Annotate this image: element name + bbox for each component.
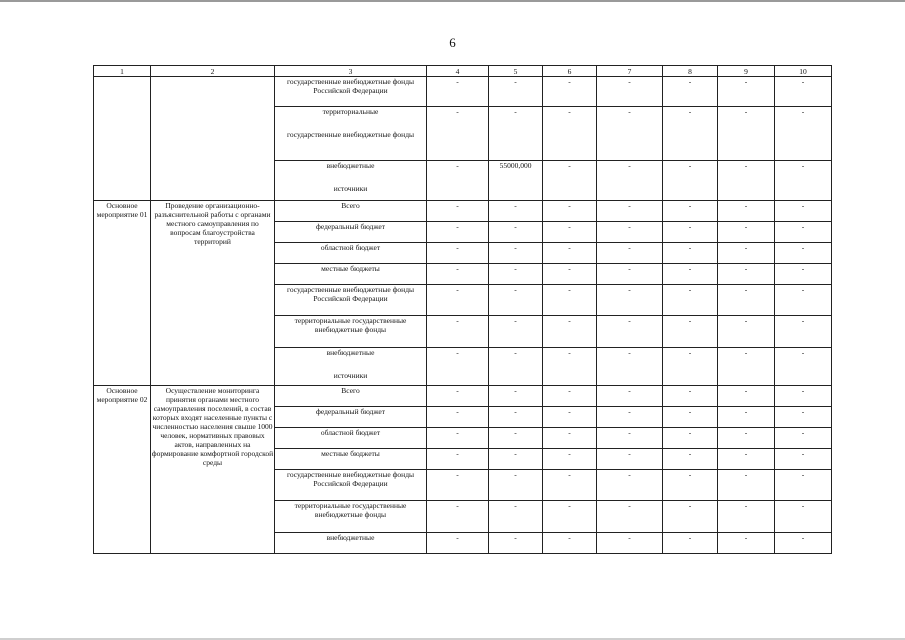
value-cell: - — [427, 243, 489, 264]
funding-source-label: Всего — [341, 386, 360, 395]
value-cell: - — [663, 470, 718, 501]
value-cell: - — [597, 201, 663, 222]
value-cell: - — [489, 243, 543, 264]
value-cell: - — [489, 470, 543, 501]
value-cell: - — [597, 348, 663, 386]
value-cell: - — [489, 533, 543, 554]
value-cell: - — [775, 285, 832, 316]
value-cell: - — [597, 285, 663, 316]
funding-source-cell — [275, 348, 427, 386]
value-cell: - — [718, 243, 775, 264]
value-cell: - — [489, 77, 543, 107]
value-cell: - — [489, 107, 543, 161]
value-cell: - — [427, 449, 489, 470]
scan-edge-top — [0, 0, 905, 2]
value-cell: - — [427, 161, 489, 201]
value-cell: - — [663, 222, 718, 243]
value-cell: - — [543, 407, 597, 428]
funding-source-label: федеральный бюджет — [315, 407, 386, 416]
value-cell: - — [775, 243, 832, 264]
funding-source-label: местные бюджеты — [321, 264, 380, 273]
funding-source-cell — [275, 243, 427, 264]
value-cell: - — [663, 386, 718, 407]
value-cell: - — [543, 386, 597, 407]
value-cell: - — [489, 386, 543, 407]
value-cell: - — [597, 386, 663, 407]
funding-source-cell — [275, 222, 427, 243]
value-cell: - — [489, 222, 543, 243]
header-cell: 4 — [427, 66, 489, 77]
value-cell: - — [489, 285, 543, 316]
value-cell: - — [427, 77, 489, 107]
header-cell: 2 — [151, 66, 275, 77]
value-cell: - — [718, 386, 775, 407]
value-cell: - — [775, 428, 832, 449]
value-cell: - — [775, 386, 832, 407]
value-cell: - — [427, 107, 489, 161]
value-cell: - — [775, 407, 832, 428]
value-cell: - — [718, 348, 775, 386]
value-cell: - — [489, 449, 543, 470]
value-cell: - — [597, 407, 663, 428]
funding-source-label: территориальные — [322, 107, 379, 116]
value-cell: - — [663, 107, 718, 161]
header-cell: 9 — [718, 66, 775, 77]
measure-type-cell — [94, 77, 151, 201]
value-cell: - — [543, 348, 597, 386]
value-cell: - — [489, 316, 543, 348]
funding-source-label: областной бюджет — [320, 243, 381, 252]
value-cell: - — [489, 264, 543, 285]
measure-name-cell — [151, 77, 275, 201]
value-cell: - — [543, 264, 597, 285]
value-cell: - — [663, 533, 718, 554]
value-cell: - — [775, 470, 832, 501]
value-cell: - — [775, 201, 832, 222]
funding-source-label: государственные внебюджетные фонды Российской Федерации — [286, 470, 415, 488]
value-cell: - — [427, 470, 489, 501]
value-cell: - — [543, 316, 597, 348]
value-cell: - — [543, 449, 597, 470]
value-cell: - — [597, 222, 663, 243]
funding-source-label-line2: источники — [333, 371, 368, 380]
value-cell: - — [543, 161, 597, 201]
value-cell: - — [597, 316, 663, 348]
value-cell: - — [597, 243, 663, 264]
measure-type-cell: Основное мероприятие 01 — [94, 201, 151, 386]
value-cell: - — [775, 161, 832, 201]
funding-source-label: внебюджетные — [326, 161, 375, 170]
header-cell: 6 — [543, 66, 597, 77]
table-row — [94, 77, 832, 107]
value-cell: - — [597, 161, 663, 201]
value-cell: - — [663, 285, 718, 316]
value-cell: - — [718, 533, 775, 554]
table-body — [94, 77, 832, 554]
funding-source-cell — [275, 533, 427, 554]
funding-source-cell — [275, 316, 427, 348]
value-cell: - — [427, 348, 489, 386]
value-cell: - — [663, 449, 718, 470]
value-cell: - — [489, 501, 543, 533]
value-cell: - — [597, 470, 663, 501]
value-cell: - — [543, 201, 597, 222]
funding-source-label: внебюджетные — [326, 348, 375, 357]
value-cell: - — [427, 386, 489, 407]
header-cell: 1 — [94, 66, 151, 77]
value-cell: - — [718, 501, 775, 533]
value-cell: - — [427, 285, 489, 316]
header-cell: 7 — [597, 66, 663, 77]
value-cell: - — [663, 407, 718, 428]
header-cell: 3 — [275, 66, 427, 77]
funding-source-label: территориальные государственные внебюджетные фонды — [294, 501, 407, 519]
value-cell: 55000,000 — [489, 161, 543, 201]
funding-table — [93, 65, 832, 554]
value-cell: - — [663, 501, 718, 533]
value-cell: - — [543, 501, 597, 533]
funding-source-cell — [275, 386, 427, 407]
value-cell: - — [427, 316, 489, 348]
funding-source-label: областной бюджет — [320, 428, 381, 437]
header-cell: 8 — [663, 66, 718, 77]
funding-source-label: Всего — [341, 201, 360, 210]
header-cell: 10 — [775, 66, 832, 77]
header-row — [94, 66, 832, 77]
value-cell: - — [718, 107, 775, 161]
value-cell: - — [597, 533, 663, 554]
value-cell: - — [663, 161, 718, 201]
value-cell: - — [718, 428, 775, 449]
value-cell: - — [663, 77, 718, 107]
measure-name-cell: Проведение организационно-разъяснительной работы с органами местного самоуправления по вопросам благоустройства территорий — [151, 201, 275, 386]
value-cell: - — [543, 428, 597, 449]
value-cell: - — [543, 107, 597, 161]
value-cell: - — [775, 107, 832, 161]
value-cell: - — [427, 222, 489, 243]
table-row — [94, 386, 832, 407]
funding-source-label-line2: источники — [333, 184, 368, 193]
value-cell: - — [718, 161, 775, 201]
funding-source-cell — [275, 407, 427, 428]
value-cell: - — [543, 222, 597, 243]
value-cell: - — [718, 201, 775, 222]
value-cell: - — [597, 501, 663, 533]
funding-source-cell — [275, 285, 427, 316]
value-cell: - — [718, 77, 775, 107]
value-cell: - — [775, 533, 832, 554]
value-cell: - — [597, 107, 663, 161]
value-cell: - — [597, 264, 663, 285]
funding-source-cell — [275, 107, 427, 161]
funding-source-label: государственные внебюджетные фонды Российской Федерации — [286, 77, 415, 95]
funding-source-cell — [275, 501, 427, 533]
value-cell: - — [543, 243, 597, 264]
funding-source-cell — [275, 428, 427, 449]
value-cell: - — [489, 407, 543, 428]
value-cell: - — [663, 243, 718, 264]
value-cell: - — [597, 428, 663, 449]
value-cell: - — [718, 316, 775, 348]
value-cell: - — [427, 201, 489, 222]
value-cell: - — [718, 285, 775, 316]
value-cell: - — [489, 201, 543, 222]
measure-type-cell: Основное мероприятие 02 — [94, 386, 151, 554]
funding-source-label: государственные внебюджетные фонды Российской Федерации — [286, 285, 415, 303]
funding-source-cell — [275, 449, 427, 470]
value-cell: - — [718, 470, 775, 501]
funding-source-cell — [275, 264, 427, 285]
header-cell: 5 — [489, 66, 543, 77]
value-cell: - — [427, 428, 489, 449]
value-cell: - — [543, 470, 597, 501]
value-cell: - — [775, 316, 832, 348]
value-cell: - — [427, 407, 489, 428]
funding-source-cell — [275, 470, 427, 501]
funding-source-label: федеральный бюджет — [315, 222, 386, 231]
funding-source-label: внебюджетные — [326, 533, 375, 542]
value-cell: - — [775, 348, 832, 386]
value-cell: - — [543, 285, 597, 316]
value-cell: - — [597, 449, 663, 470]
value-cell: - — [427, 501, 489, 533]
value-cell: - — [718, 264, 775, 285]
value-cell: - — [543, 77, 597, 107]
funding-source-cell — [275, 77, 427, 107]
value-cell: - — [663, 264, 718, 285]
table-row — [94, 201, 832, 222]
funding-source-label: местные бюджеты — [321, 449, 380, 458]
value-cell: - — [775, 449, 832, 470]
value-cell: - — [427, 264, 489, 285]
value-cell: - — [775, 264, 832, 285]
value-cell: - — [543, 533, 597, 554]
value-cell: - — [718, 449, 775, 470]
value-cell: - — [775, 222, 832, 243]
value-cell: - — [663, 201, 718, 222]
value-cell: - — [663, 316, 718, 348]
value-cell: - — [489, 348, 543, 386]
value-cell: - — [718, 222, 775, 243]
value-cell: - — [663, 428, 718, 449]
measure-name-cell: Осуществление мониторинга принятия органами местного самоуправления поселений, в состав которых входят населенные пункты с численностью населения свыше 1000 человек, нормативных правовых актов, направленных на формирование комфортной городской среды — [151, 386, 275, 554]
value-cell: - — [663, 348, 718, 386]
value-cell: - — [597, 77, 663, 107]
funding-source-cell — [275, 201, 427, 222]
funding-source-label: территориальные государственные внебюджетные фонды — [294, 316, 407, 334]
value-cell: - — [489, 428, 543, 449]
funding-source-label-line2: государственные внебюджетные фонды — [286, 130, 415, 139]
value-cell: - — [775, 77, 832, 107]
value-cell: - — [775, 501, 832, 533]
value-cell: - — [718, 407, 775, 428]
funding-source-cell — [275, 161, 427, 201]
page-number: 6 — [449, 35, 456, 50]
value-cell: - — [427, 533, 489, 554]
